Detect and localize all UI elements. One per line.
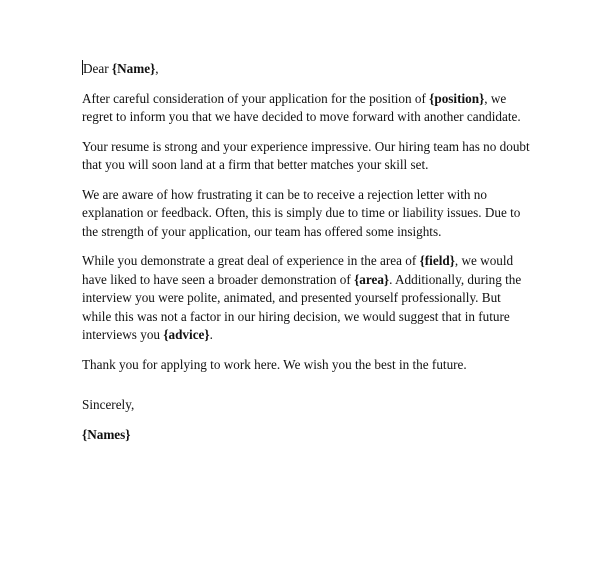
paragraph-insights-text-2: , we would have liked to have seen a broader demonstration of (82, 253, 514, 287)
paragraph-praise-text: Your resume is strong and your experience impressive. Our hiring team has no doubt that you will soon land at a firm that better matches your skill set. (82, 138, 530, 172)
paragraph-insights-text-1: While you demonstrate a great deal of experience in the area of (82, 253, 420, 268)
salutation-prefix: Dear (83, 61, 112, 76)
paragraph-praise (82, 138, 532, 175)
paragraph-feedback-intro (82, 186, 532, 242)
paragraph-thanks-text: Thank you for applying to work here. We wish you the best in the future. (82, 356, 467, 372)
salutation-suffix: , (155, 61, 159, 76)
position-placeholder: {position} (429, 90, 485, 106)
signature-placeholder: {Names} (82, 426, 131, 442)
paragraph-decision-text-1: After careful consideration of your application for the position of (82, 90, 430, 106)
paragraph-decision-text-2: , we regret to inform you that we have decided to move forward with another candidate. (82, 90, 521, 124)
name-placeholder: {Name} (111, 61, 156, 76)
paragraph-insights-text-4: . (209, 327, 213, 342)
salutation (82, 60, 532, 79)
closing: Sincerely, (82, 397, 135, 412)
paragraph-decision (82, 90, 532, 127)
paragraph-insights (82, 252, 532, 345)
paragraph-thanks (82, 356, 532, 375)
area-placeholder: {area} (354, 271, 390, 287)
paragraph-insights-text-3: . Additionally, during the interview you were polite, animated, and presented yourself professionally. But while this was not a factor in our hiring decision, we would suggest that in future interviews you (82, 271, 522, 342)
letter-body[interactable] (82, 60, 532, 455)
advice-placeholder: {advice} (163, 327, 210, 342)
field-placeholder: {field} (419, 253, 455, 268)
paragraph-feedback-intro-text: We are aware of how frustrating it can be to receive a rejection letter with no explanation or feedback. Often, this is simply due to time or liability issues. Due to the strength of your application, our team has offered some insights. (82, 186, 521, 239)
